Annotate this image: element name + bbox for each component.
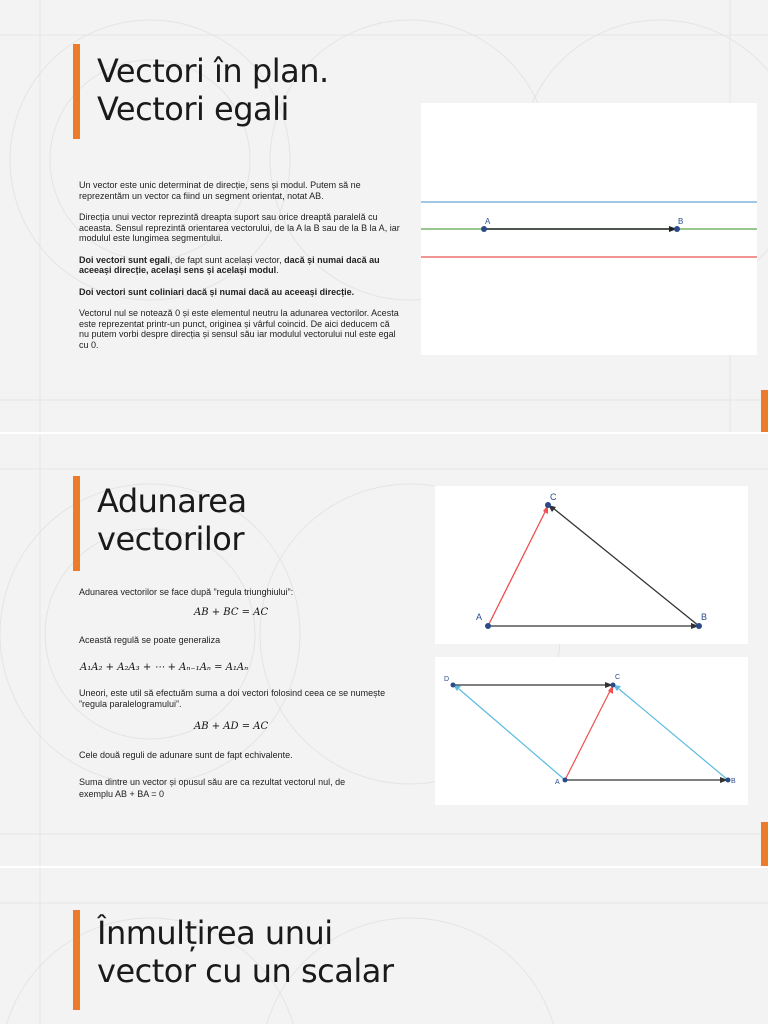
label-a: A (555, 779, 560, 786)
label-d: D (444, 676, 450, 683)
paragraph-direction: Direcția unui vector reprezintă dreapta suport sau orice dreaptă paralelă cu aceasta. Sensul reprezintă orientarea vectorului, de la A la B sau de la B la A, iar modulul este lungimea segmentului. (79, 212, 400, 243)
paragraph-null-vector: Vectorul nul se notează 0 și este elementul neutru la adunarea vectorilor. Acesta este reprezentat printr-un punct, originea și vârful coincid. De aici deducem că nu putem vorbi despre direcția și sensul său iar modulul vectorului nul este egal cu 0. (79, 308, 399, 350)
figure-vector-ab (421, 103, 757, 355)
point-b (726, 778, 731, 783)
point-a (485, 623, 491, 629)
label-b: B (701, 612, 708, 622)
slide-inmultirea-vectorului (0, 868, 768, 1024)
title-accent-bar (73, 44, 80, 139)
text-opposite-vector: Suma dintre un vector și opusul său are ca rezultat vectorul nul, de (79, 777, 346, 787)
label-a: A (485, 217, 491, 226)
edge-tab (761, 822, 768, 866)
slide-body-text (79, 180, 401, 361)
vector-ad (459, 689, 565, 780)
label-c: C (615, 674, 621, 681)
point-a (563, 778, 568, 783)
point-d (451, 683, 456, 688)
parallelogram-rule-diagram (435, 657, 748, 805)
slide-title: Înmulțirea unui vector cu un scalar (97, 914, 394, 990)
paragraph-collinear: Doi vectori sunt coliniari dacă și numai dacă au aceeași direcție. (79, 286, 355, 297)
slide-title: Vectori în plan. Vectori egali (97, 52, 329, 128)
slide-adunarea-vectorilor (0, 434, 768, 866)
point-c (545, 502, 551, 508)
title-accent-bar (73, 910, 80, 1010)
text-triangle-rule: Adunarea vectorilor se face după ”regula triunghiului”: (79, 587, 294, 597)
text-opposite-example: exemplu AB + BA = 0 (79, 789, 165, 799)
vector-ac (565, 691, 610, 780)
point-b (696, 623, 702, 629)
label-a: A (476, 612, 483, 622)
paragraph-definition: Un vector este unic determinat de direcție, sens și modul. Putem să ne reprezentăm un vector ca fiind un segment orientat, notat AB. (79, 180, 361, 201)
triangle-rule-diagram (435, 486, 748, 644)
formula-polygon-rule: A₁A₂ + A₂A₃ + ⋯ + Aₙ₋₁Aₙ = A₁Aₙ (80, 662, 249, 673)
formula-parallelogram-rule: AB + AD = AC (194, 721, 269, 732)
vector-ac (488, 510, 546, 626)
text-equivalent-rules: Cele două reguli de adunare sunt de fapt echivalente. (79, 750, 293, 760)
vector-bc (553, 508, 699, 626)
slide-title: Adunarea vectorilor (97, 482, 247, 558)
vector-ab-diagram (421, 103, 757, 355)
label-b: B (731, 778, 736, 785)
point-c (611, 683, 616, 688)
text-generalization: Această regulă se poate generaliza (79, 635, 221, 645)
label-c: C (550, 492, 557, 502)
point-b (674, 226, 680, 232)
label-b: B (678, 217, 684, 226)
slide-vectori-in-plan (0, 0, 768, 432)
vector-bc (619, 689, 728, 780)
formula-triangle-rule: AB + BC = AC (194, 607, 269, 618)
figure-parallelogram-rule (435, 657, 748, 805)
text-parallelogram-rule: Uneori, este util să efectuăm suma a doi vectori folosind ceea ce se numește ”regula paralelogramului”. (79, 688, 386, 709)
edge-tab (761, 390, 768, 432)
figure-triangle-rule (435, 486, 748, 644)
point-a (481, 226, 487, 232)
title-accent-bar (73, 476, 80, 571)
paragraph-equal-vectors: Doi vectori sunt egali, de fapt sunt același vector, dacă și numai dacă au aceeași direcție, același sens și același modul. (79, 254, 380, 275)
